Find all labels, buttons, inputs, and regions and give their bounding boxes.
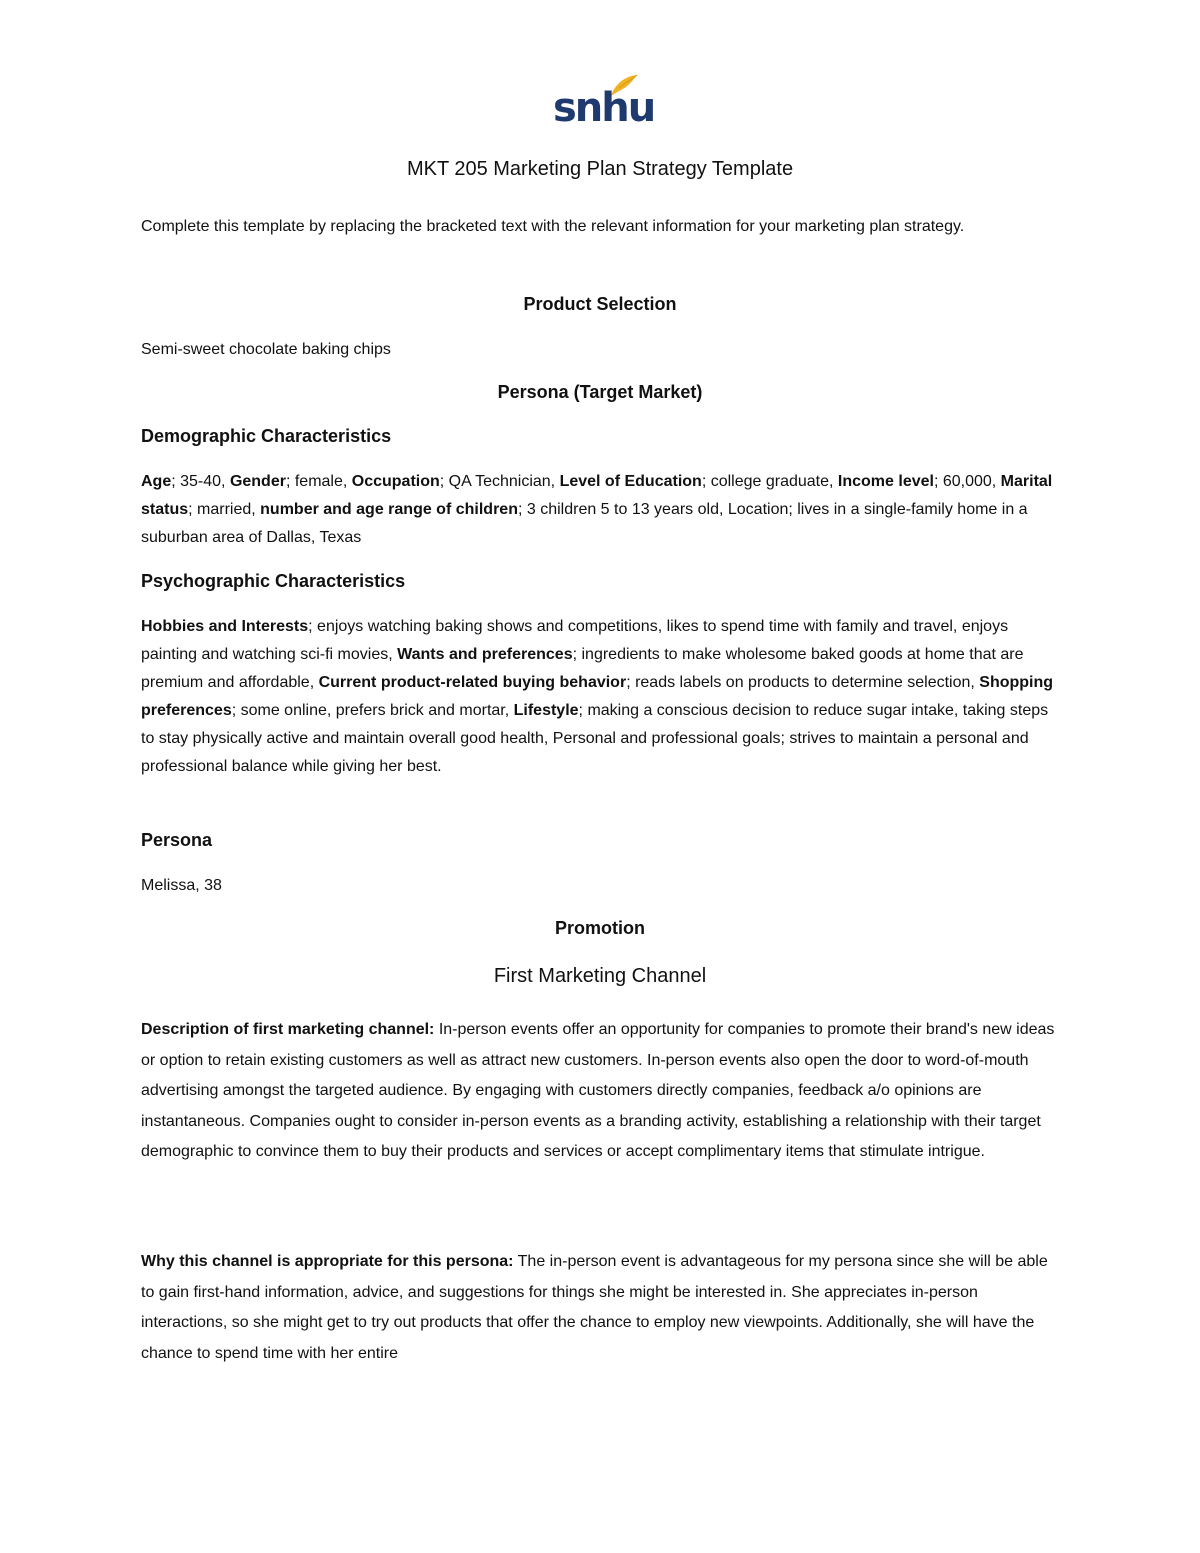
children-value: ; 3 children 5 to 13 years old, Location; lives in a single-family home in a suburban area of Dallas, Texas xyxy=(141,501,1028,546)
why-text: The in-person event is advantageous for my persona since she will be able to gain first-hand information, advice, and suggestions for things she might be interested in. She appreciates in-person interactions, so she might get to try out products that offer the chance to employ new viewpoints. Additionally, she will have the chance to spend time with her entire xyxy=(141,1253,1048,1362)
persona-target-market-heading: Persona (Target Market) xyxy=(497,382,703,402)
product-selection-heading: Product Selection xyxy=(523,294,677,314)
intro-text: Complete this template by replacing the bracketed text with the relevant information for your marketing plan strategy. xyxy=(141,218,965,235)
description-text: In-person events offer an opportunity for companies to promote their brand's new ideas or option to retain existing customers as well as attract new customers. In-person events also open the door to word-of-mouth advertising amongst the targeted audience. By engaging with customers directly companies, feedback a/o opinions are instantaneous. Companies ought to consider in-person events as a branding activity, establishing a relationship with their target demographic to convince them to buy their products and services or accept complimentary items that stimulate intrigue. xyxy=(141,1021,1055,1160)
description-label: Description of first marketing channel: xyxy=(141,1021,435,1038)
occupation-value: ; QA Technician, xyxy=(439,473,560,490)
why-label: Why this channel is appropriate for this persona: xyxy=(141,1253,514,1270)
page-title: MKT 205 Marketing Plan Strategy Template xyxy=(406,158,794,180)
hobbies-label: Hobbies and Interests xyxy=(141,618,309,635)
buying-behavior-value: ; reads labels on products to determine selection, xyxy=(626,674,980,691)
demographic-heading: Demographic Characteristics xyxy=(141,426,392,446)
promotion-heading: Promotion xyxy=(555,918,645,938)
gender-label: Gender xyxy=(229,473,286,490)
age-label: Age xyxy=(141,473,172,490)
first-channel-description xyxy=(141,1015,1061,1168)
psychographic-heading: Psychographic Characteristics xyxy=(141,571,406,591)
income-label: Income level xyxy=(837,473,934,490)
lifestyle-value: ; making a conscious decision to reduce sugar intake, taking steps to stay physically active and maintain overall good health, Personal and professional goals; strives to maintain a personal and professional balance while giving her best. xyxy=(141,702,1049,775)
marital-value: ; married, xyxy=(188,501,261,518)
gender-value: ; female, xyxy=(285,473,352,490)
demographic-paragraph xyxy=(141,468,1061,552)
wants-label: Wants and preferences xyxy=(397,646,573,663)
first-channel-why xyxy=(141,1247,1061,1369)
education-label: Level of Education xyxy=(559,473,702,490)
psychographic-paragraph xyxy=(141,613,1061,781)
wants-value: ; ingredients to make wholesome baked goods at home that are premium and affordable, xyxy=(141,646,1024,691)
first-channel-heading: First Marketing Channel xyxy=(493,965,707,987)
age-value: ; 35-40, xyxy=(171,473,230,490)
persona-heading: Persona xyxy=(141,830,213,850)
income-value: ; 60,000, xyxy=(933,473,1001,490)
marital-label: Marital status xyxy=(141,473,1053,518)
shopping-value: ; some online, prefers brick and mortar, xyxy=(231,702,514,719)
snhu-logo xyxy=(553,74,655,134)
product-selection-value: Semi-sweet chocolate baking chips xyxy=(141,341,391,358)
hobbies-value: ; enjoys watching baking shows and competitions, likes to spend time with family and travel, enjoys painting and watching sci-fi movies, xyxy=(141,618,1009,663)
shopping-label: Shopping preferences xyxy=(141,674,1054,719)
education-value: ; college graduate, xyxy=(701,473,838,490)
persona-value: Melissa, 38 xyxy=(141,877,222,894)
buying-behavior-label: Current product-related buying behavior xyxy=(318,674,627,691)
logo-text: snhu xyxy=(553,85,655,131)
occupation-label: Occupation xyxy=(351,473,440,490)
children-label: number and age range of children xyxy=(260,501,518,518)
lifestyle-label: Lifestyle xyxy=(513,702,579,719)
